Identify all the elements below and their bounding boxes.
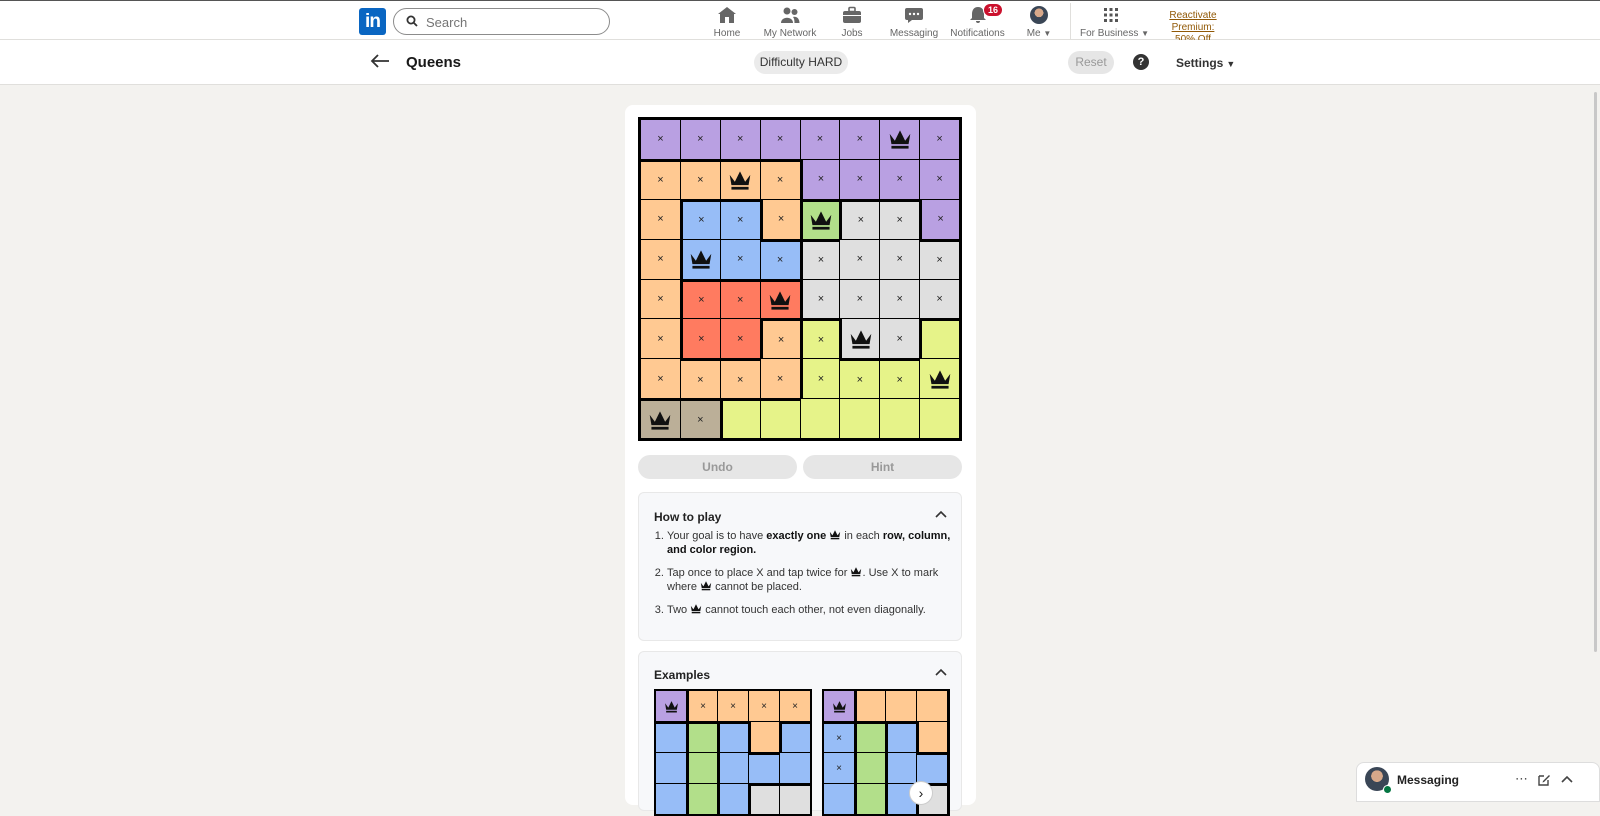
queen-crown-icon	[768, 288, 792, 312]
messaging-label: Messaging	[1397, 773, 1460, 787]
crown-icon	[700, 580, 712, 591]
board-cell[interactable]	[721, 120, 760, 159]
board-cell[interactable]	[761, 319, 800, 358]
x-mark: ×	[836, 762, 842, 774]
avatar	[1030, 6, 1048, 24]
board-cell[interactable]	[880, 160, 919, 199]
board-cell[interactable]	[780, 753, 810, 783]
board-cell[interactable]	[641, 240, 680, 279]
board-cell[interactable]	[920, 240, 959, 279]
chevron-up-icon[interactable]	[1561, 775, 1573, 783]
search-icon	[406, 15, 418, 27]
queen-crown-icon	[689, 247, 713, 271]
nav-home[interactable]	[712, 5, 742, 39]
scrollbar[interactable]	[1594, 92, 1597, 652]
board-cell[interactable]	[801, 200, 840, 239]
board-cell[interactable]	[840, 319, 879, 358]
x-mark: ×	[896, 332, 903, 345]
board-cell[interactable]	[761, 120, 800, 159]
x-mark: ×	[856, 253, 864, 266]
board-cell[interactable]	[920, 120, 959, 159]
online-status-dot	[1383, 785, 1392, 794]
x-mark: ×	[776, 133, 784, 146]
x-mark: ×	[761, 700, 767, 712]
board-cell[interactable]	[801, 399, 840, 438]
board-cell[interactable]	[880, 240, 919, 279]
x-mark: ×	[730, 700, 736, 712]
x-mark: ×	[736, 253, 744, 266]
x-mark: ×	[776, 254, 784, 267]
x-mark: ×	[698, 293, 705, 306]
board-cell[interactable]	[749, 753, 779, 783]
board-cell[interactable]	[721, 319, 760, 358]
chevron-up-icon[interactable]	[935, 668, 947, 676]
board-cell[interactable]	[886, 691, 916, 721]
nav-jobs[interactable]	[840, 5, 864, 39]
board-cell[interactable]	[880, 120, 919, 159]
board-cell[interactable]	[801, 319, 840, 358]
x-mark: ×	[736, 332, 744, 345]
board-cell[interactable]	[840, 200, 879, 239]
x-mark: ×	[777, 333, 785, 346]
board-cell[interactable]	[780, 722, 810, 752]
queen-crown-icon	[849, 327, 873, 351]
nav-messaging[interactable]	[889, 5, 939, 39]
board-cell[interactable]	[761, 280, 800, 319]
caret-down-icon: ▼	[1226, 59, 1236, 69]
x-mark: ×	[776, 372, 784, 385]
x-mark: ×	[836, 732, 842, 744]
x-mark: ×	[857, 214, 865, 227]
x-mark: ×	[816, 133, 824, 146]
nav-notifications-label: Notifications	[950, 28, 1005, 39]
x-mark: ×	[697, 133, 704, 146]
examples-title: Examples	[654, 668, 711, 682]
board-cell[interactable]	[920, 319, 959, 358]
board-cell[interactable]	[749, 784, 779, 814]
x-mark: ×	[657, 292, 664, 305]
rule-2: 2. Tap once to place X and tap twice for . Use X to mark where cannot be placed.	[667, 566, 959, 594]
board-cell[interactable]	[880, 200, 919, 239]
board-cell[interactable]	[687, 722, 717, 752]
nav-my-network[interactable]	[762, 5, 818, 39]
global-nav	[0, 0, 1600, 40]
x-mark: ×	[657, 372, 664, 385]
x-mark: ×	[777, 213, 785, 226]
board-cell[interactable]	[687, 691, 717, 721]
examples-next-button[interactable]: ›	[909, 781, 933, 805]
board-cell[interactable]	[886, 722, 916, 752]
nav-me[interactable]	[1024, 5, 1054, 39]
x-mark: ×	[657, 174, 664, 187]
undo-button[interactable]: Undo	[638, 455, 797, 479]
example-grid-1	[654, 689, 812, 816]
nav-for-business-label: For Business	[1080, 28, 1139, 39]
settings-label: Settings	[1176, 56, 1224, 70]
nav-me-label: Me	[1026, 28, 1041, 39]
board-cell[interactable]	[920, 399, 959, 438]
x-mark: ×	[817, 292, 825, 305]
board-cell[interactable]	[681, 240, 720, 279]
x-mark: ×	[936, 254, 943, 267]
chevron-up-icon[interactable]	[935, 510, 947, 518]
messaging-icon	[904, 6, 924, 24]
nav-my-network-label: My Network	[763, 28, 817, 39]
board-cell[interactable]	[721, 160, 760, 199]
queen-crown-icon	[809, 208, 833, 232]
x-mark: ×	[698, 332, 705, 345]
queen-crown-icon	[648, 408, 672, 432]
board-cell[interactable]	[880, 399, 919, 438]
board-cell[interactable]	[824, 691, 854, 721]
x-mark: ×	[817, 173, 825, 186]
board-cell[interactable]	[681, 319, 720, 358]
search-box[interactable]	[393, 8, 610, 35]
board-cell[interactable]	[824, 784, 854, 814]
board-cell[interactable]	[920, 359, 959, 398]
queen-crown-icon	[832, 699, 847, 714]
premium-line-1: Reactivate Premium:	[1169, 10, 1217, 33]
x-mark: ×	[736, 293, 744, 306]
board-cell[interactable]	[920, 160, 959, 199]
board-cell[interactable]	[656, 691, 686, 721]
x-mark: ×	[657, 133, 664, 146]
rules-list	[639, 529, 959, 626]
nav-messaging-label: Messaging	[889, 28, 939, 39]
board-cell[interactable]	[656, 784, 686, 814]
board-cell[interactable]	[780, 691, 810, 721]
queens-board	[638, 117, 962, 441]
notification-count-badge: 16	[983, 3, 1003, 17]
x-mark: ×	[936, 292, 943, 305]
x-mark: ×	[936, 133, 943, 146]
board-cell[interactable]	[840, 160, 879, 199]
x-mark: ×	[896, 214, 903, 227]
home-icon	[717, 6, 737, 24]
board-cell[interactable]	[840, 280, 879, 319]
board-cell[interactable]	[681, 399, 720, 438]
x-mark: ×	[856, 133, 864, 146]
board-cell[interactable]	[880, 280, 919, 319]
board-cell[interactable]	[761, 160, 800, 199]
x-mark: ×	[736, 133, 744, 146]
board-cell[interactable]	[641, 359, 680, 398]
board-cell[interactable]	[687, 753, 717, 783]
x-mark: ×	[736, 214, 744, 227]
hint-button[interactable]: Hint	[803, 455, 962, 479]
board-cell[interactable]	[880, 359, 919, 398]
board-cell[interactable]	[917, 691, 947, 721]
board-cell[interactable]	[880, 319, 919, 358]
x-mark: ×	[936, 173, 943, 186]
board-cell[interactable]	[824, 722, 854, 752]
board-cell[interactable]	[641, 120, 680, 159]
board-cell[interactable]	[681, 359, 720, 398]
board-cell[interactable]	[840, 120, 879, 159]
x-mark: ×	[856, 373, 864, 386]
nav-for-business[interactable]	[1080, 5, 1150, 39]
chevron-down-icon: ▼	[1043, 29, 1052, 38]
linkedin-logo[interactable]: in	[359, 8, 386, 35]
board-cell[interactable]	[840, 359, 879, 398]
x-mark: ×	[792, 700, 798, 712]
rule-3: 3. Two cannot touch each other, not even diagonally.	[667, 603, 959, 617]
board-cell[interactable]	[801, 359, 840, 398]
compose-icon[interactable]	[1537, 773, 1551, 787]
network-icon	[780, 6, 800, 24]
jobs-icon	[842, 6, 862, 24]
board-cell[interactable]	[721, 399, 760, 438]
x-mark: ×	[657, 253, 664, 266]
board-cell[interactable]	[718, 722, 748, 752]
board-cell[interactable]	[780, 784, 810, 814]
board-cell[interactable]	[641, 399, 680, 438]
game-header	[0, 40, 1600, 85]
nav-notifications[interactable]	[950, 5, 1005, 39]
board-cell[interactable]	[721, 240, 760, 279]
x-mark: ×	[856, 292, 864, 305]
board-cell[interactable]	[840, 399, 879, 438]
x-mark: ×	[817, 372, 825, 385]
board-cell[interactable]	[687, 784, 717, 814]
messaging-overlay[interactable]	[1356, 762, 1600, 802]
board-cell[interactable]	[656, 722, 686, 752]
x-mark: ×	[657, 213, 664, 226]
nav-divider	[1070, 3, 1071, 39]
board-cell[interactable]	[920, 200, 959, 239]
board-cell[interactable]	[721, 280, 760, 319]
board-cell[interactable]	[641, 280, 680, 319]
board-cell[interactable]	[641, 160, 680, 199]
difficulty-badge: Difficulty HARD	[754, 51, 848, 74]
how-to-play-panel	[638, 492, 962, 641]
board-cell[interactable]	[721, 200, 760, 239]
board-cell[interactable]	[761, 399, 800, 438]
queen-crown-icon	[728, 168, 752, 192]
x-mark: ×	[896, 373, 903, 386]
crown-icon	[690, 603, 702, 614]
board-cell[interactable]	[761, 200, 800, 239]
x-mark: ×	[776, 174, 784, 187]
board-cell[interactable]	[761, 240, 800, 279]
nav-home-label: Home	[713, 28, 741, 39]
board-cell[interactable]	[840, 240, 879, 279]
x-mark: ×	[657, 332, 664, 345]
x-mark: ×	[856, 173, 864, 186]
board-cell[interactable]	[917, 753, 947, 783]
board-cell[interactable]	[801, 120, 840, 159]
board-cell[interactable]	[749, 691, 779, 721]
x-mark: ×	[736, 373, 744, 386]
help-icon[interactable]: ?	[1133, 54, 1149, 70]
x-mark: ×	[896, 292, 903, 305]
board-cell[interactable]	[761, 359, 800, 398]
board-cell[interactable]	[855, 722, 885, 752]
queen-crown-icon	[888, 127, 912, 151]
board-cell[interactable]	[656, 753, 686, 783]
grid-icon	[1102, 6, 1120, 24]
x-mark: ×	[896, 253, 903, 266]
board-cell[interactable]	[718, 784, 748, 814]
board-cell[interactable]	[920, 280, 959, 319]
x-mark: ×	[697, 373, 704, 386]
board-cell[interactable]	[749, 722, 779, 752]
board-cell[interactable]	[718, 753, 748, 783]
board-cell[interactable]	[855, 753, 885, 783]
reset-button[interactable]: Reset	[1068, 51, 1114, 74]
board-cell[interactable]	[801, 160, 840, 199]
x-mark: ×	[700, 700, 706, 712]
x-mark: ×	[896, 173, 903, 186]
board-cell[interactable]	[681, 200, 720, 239]
board-cell[interactable]	[681, 120, 720, 159]
settings-button[interactable]	[1176, 56, 1235, 70]
x-mark: ×	[817, 254, 825, 267]
board-cell[interactable]	[917, 722, 947, 752]
chevron-down-icon: ▼	[1141, 29, 1150, 38]
crown-icon	[829, 529, 841, 540]
board-cell[interactable]	[855, 784, 885, 814]
how-to-play-title: How to play	[654, 510, 722, 524]
board-cell[interactable]	[801, 240, 840, 279]
rule-1: 1. Your goal is to have exactly one in each row, column, and color region.	[667, 529, 959, 557]
search-input[interactable]	[424, 12, 603, 33]
board-cell[interactable]	[718, 691, 748, 721]
queen-crown-icon	[664, 699, 679, 714]
nav-jobs-label: Jobs	[841, 28, 863, 39]
board-cell[interactable]	[801, 280, 840, 319]
x-mark: ×	[697, 174, 704, 187]
x-mark: ×	[817, 333, 825, 346]
queen-crown-icon	[928, 367, 952, 391]
board-cell[interactable]	[641, 319, 680, 358]
back-arrow-icon[interactable]	[370, 53, 390, 69]
board-cell[interactable]	[681, 280, 720, 319]
board-cell[interactable]	[855, 691, 885, 721]
board-cell[interactable]	[824, 753, 854, 783]
x-mark: ×	[937, 213, 944, 226]
x-mark: ×	[697, 413, 704, 426]
x-mark: ×	[698, 214, 705, 227]
board-cell[interactable]	[641, 200, 680, 239]
more-options-icon[interactable]: ⋯	[1515, 771, 1528, 786]
crown-icon	[850, 566, 862, 577]
board-cell[interactable]	[721, 359, 760, 398]
board-cell[interactable]	[681, 160, 720, 199]
board-cell[interactable]	[886, 753, 916, 783]
page-title: Queens	[406, 54, 462, 71]
